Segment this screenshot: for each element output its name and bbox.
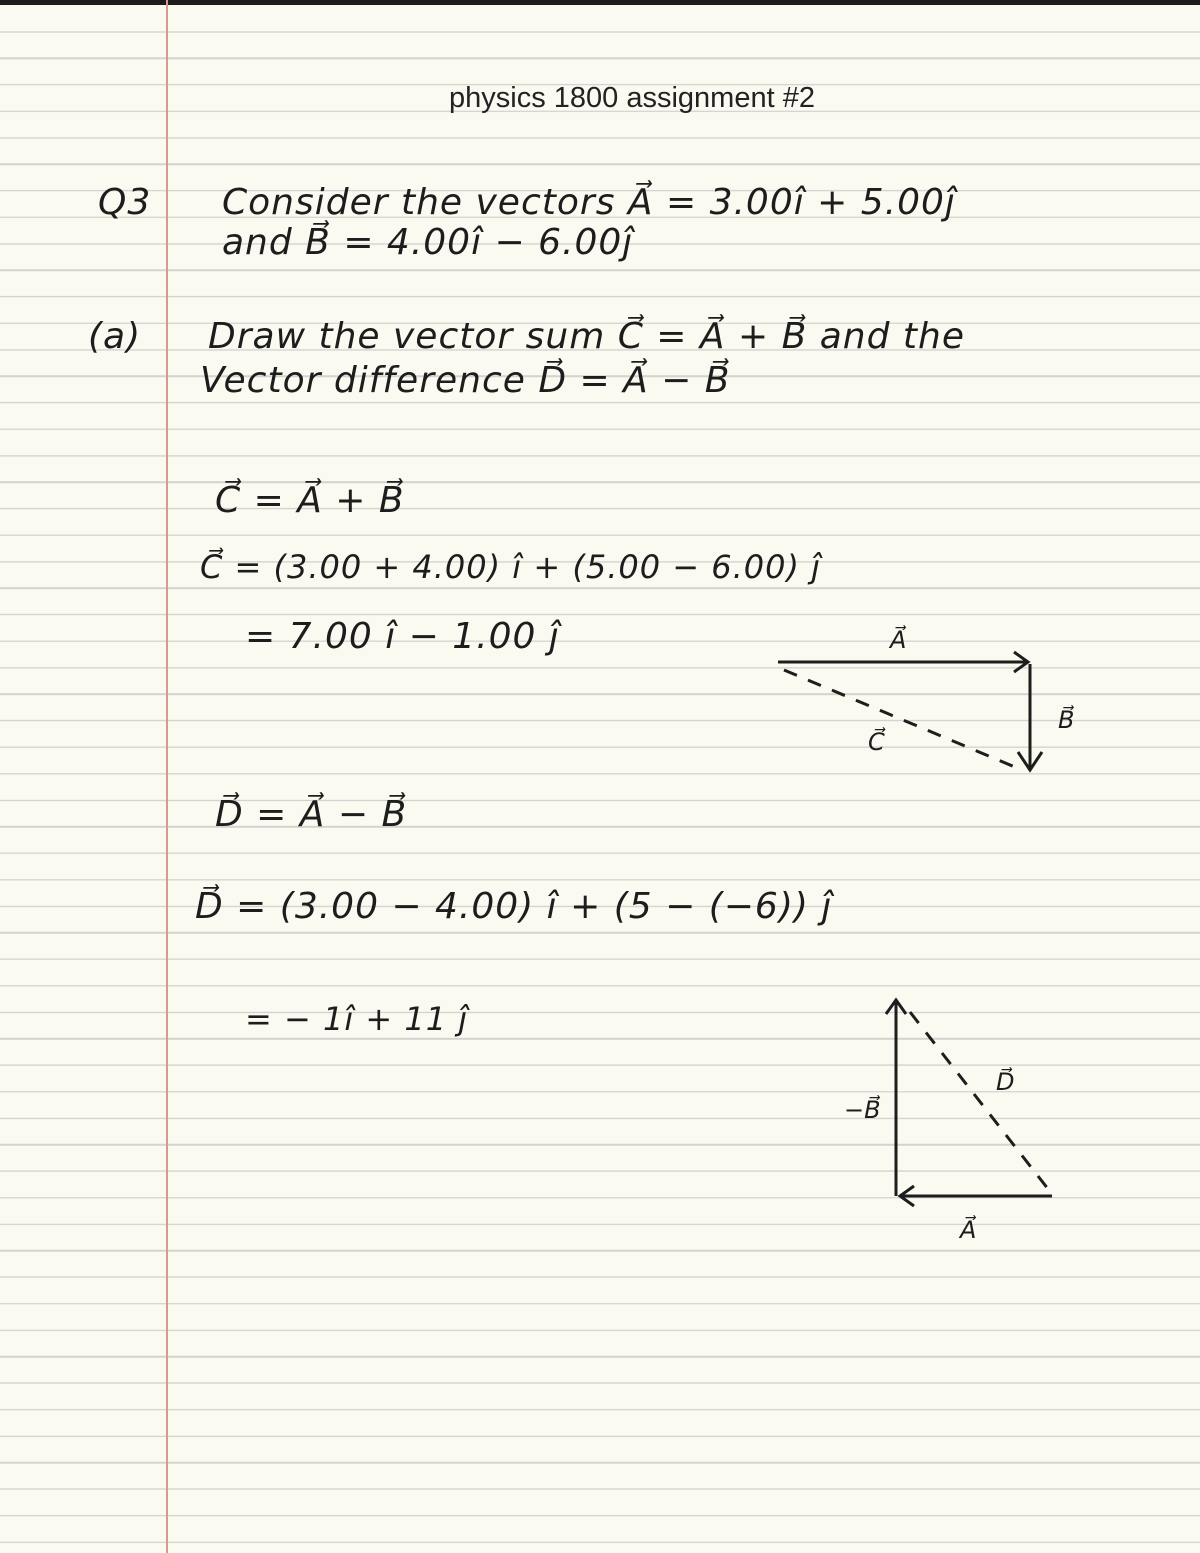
- question-line-1: Consider the vectors A⃗ = 3.00î + 5.00ĵ: [222, 182, 956, 223]
- label-b: B⃗: [1058, 706, 1075, 734]
- diff-result: = − 1î + 11 ĵ: [245, 1000, 469, 1038]
- label-d: D⃗: [996, 1068, 1015, 1096]
- label-a: A⃗: [890, 626, 907, 654]
- page-title: physics 1800 assignment #2: [449, 82, 815, 114]
- label-a-2: A⃗: [960, 1216, 977, 1244]
- vector-c-dashed: [784, 670, 1022, 770]
- vector-sum-diagram: [760, 600, 1120, 800]
- vector-d-dashed: [910, 1012, 1052, 1194]
- sum-result: = 7.00 î − 1.00 ĵ: [245, 616, 560, 657]
- diff-step: D⃗ = (3.00 − 4.00) î + (5 − (−6)) ĵ: [195, 886, 833, 927]
- part-a-label: (a): [88, 316, 142, 357]
- sum-step: C⃗ = (3.00 + 4.00) î + (5.00 − 6.00) ĵ: [200, 548, 822, 586]
- top-edge-bar: [0, 0, 1200, 5]
- question-line-2: and B⃗ = 4.00î − 6.00ĵ: [222, 222, 634, 263]
- question-label: Q3: [98, 182, 152, 223]
- label-c: C⃗: [868, 728, 885, 756]
- vector-difference-diagram: [820, 990, 1120, 1250]
- diff-definition: D⃗ = A⃗ − B⃗: [215, 794, 408, 835]
- label-neg-b: −B⃗: [844, 1096, 881, 1124]
- sum-definition: C⃗ = A⃗ + B⃗: [215, 480, 405, 521]
- margin-line: [166, 0, 168, 1553]
- part-a-line-2: Vector difference D⃗ = A⃗ − B⃗: [200, 360, 731, 401]
- part-a-line-1: Draw the vector sum C⃗ = A⃗ + B⃗ and the: [208, 316, 965, 357]
